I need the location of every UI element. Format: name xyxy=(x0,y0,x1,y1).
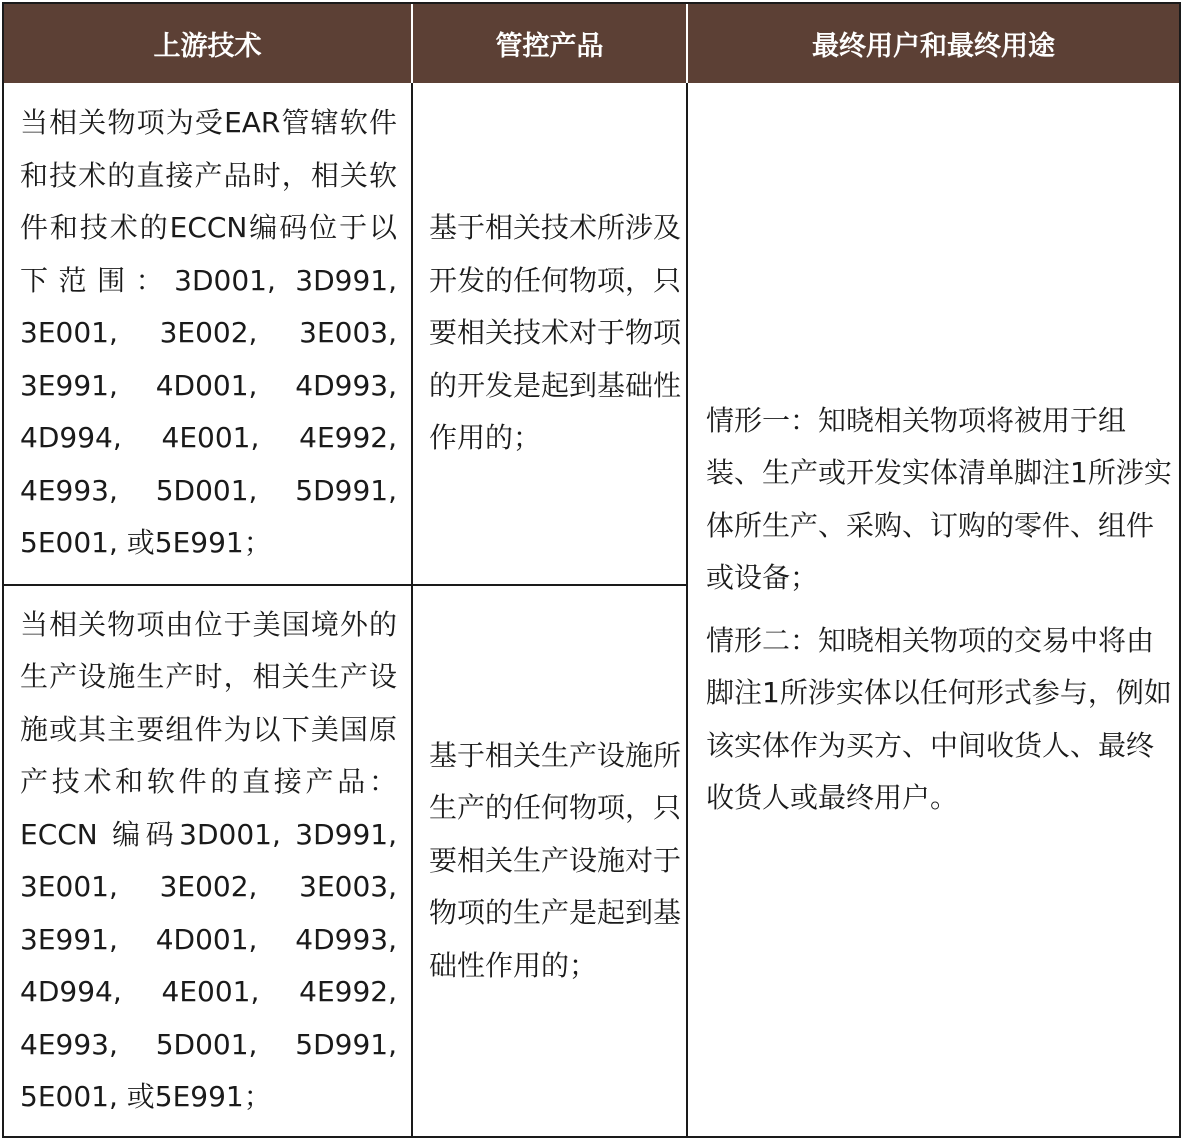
cell-controlled-products-developed xyxy=(413,83,688,586)
cell-end-user-end-use xyxy=(688,83,1179,1136)
fdp-rule-table xyxy=(2,2,1181,1138)
controlled-products-produced-text: 基于相关生产设施所生产的任何物项，只要相关生产设施对于物项的生产是起到基础性作用的； xyxy=(429,738,682,982)
upstream-tech-software-text: 当相关物项为受EAR管辖软件和技术的直接产品时，相关软件和技术的ECCN编码位于以下范围：3D001, 3D991, 3E001, 3E002, 3E003, 3E991, 4D001, 4D993, 4D994, 4E001, 4E992, 4E993, 5D001, 5D991, 5E001, 或5E991； xyxy=(20,106,397,560)
header-upstream-tech: 上游技术 xyxy=(4,4,413,83)
header-end-user-end-use: 最终用户和最终用途 xyxy=(688,4,1179,83)
controlled-products-developed-text: 基于相关技术所涉及开发的任何物项，只要相关技术对于物项的开发是起到基础性作用的； xyxy=(429,211,682,455)
cell-upstream-tech-software xyxy=(4,83,413,586)
end-use-scenario-1: 情形一：知晓相关物项将被用于组装、生产或开发实体清单脚注1所涉实体所生产、采购、订购的零件、组件或设备； xyxy=(706,403,1172,594)
cell-controlled-products-produced xyxy=(413,586,688,1136)
cell-upstream-tech-facility xyxy=(4,586,413,1136)
end-use-scenario-2: 情形二：知晓相关物项的交易中将由脚注1所涉实体以任何形式参与，例如该实体作为买方、中间收货人、最终收货人或最终用户。 xyxy=(706,623,1172,814)
upstream-tech-facility-text: 当相关物项由位于美国境外的生产设施生产时，相关生产设施或其主要组件为以下美国原产技术和软件的直接产品：ECCN 编码3D001, 3D991, 3E001, 3E002, 3E003, 3E991, 4D001, 4D993, 4D994, 4E001, 4E992, 4E993, 5D001, 5D991, 5E001, 或5E991； xyxy=(20,607,397,1113)
header-controlled-products: 管控产品 xyxy=(413,4,688,83)
